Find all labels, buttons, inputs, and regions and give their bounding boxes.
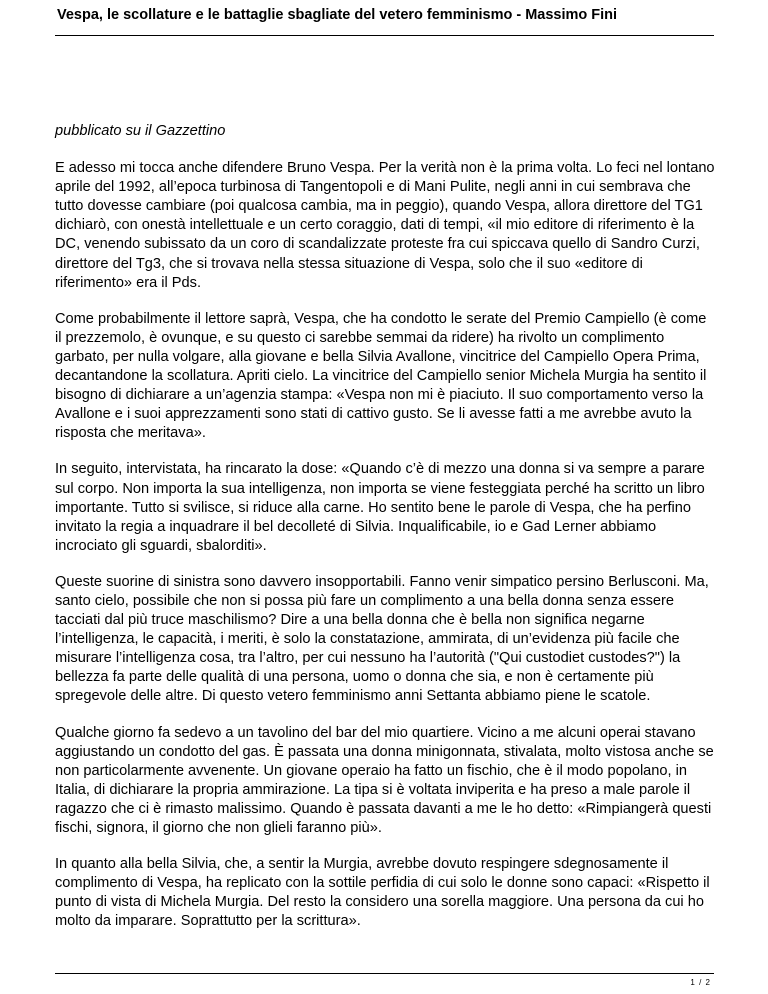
article-paragraph: Come probabilmente il lettore saprà, Vespa, che ha condotto le serate del Premio Campiello (è come il prezzemolo, è ovunque, e su questo ci sarebbe semmai da ridere) ha rivolto un complimento garbato, per nulla volgare, alla giovane e bella Silvia Avallone, vincitrice del Campiello Opera Prima, decantandone la scollatura. Apriti cielo. La vincitrice del Campiello senior Michela Murgia ha sentito il bisogno di dichiarare a un’agenzia stampa: «Vespa non mi è piaciuto. Il suo comportamento verso la Avallone e i suoi apprezzamenti sono stati di cattivo gusto. Se li avesse fatti a me avrebbe avuto la risposta che meritava». (55, 310, 707, 442)
page-number: 1 / 2 (690, 978, 711, 987)
page-header-title: Vespa, le scollature e le battaglie sbagliate del vetero femminismo - Massimo Fini (57, 7, 618, 23)
header-divider (55, 35, 714, 36)
article-source: pubblicato su il Gazzettino (55, 123, 226, 139)
article-body (55, 122, 715, 948)
footer-divider (55, 973, 714, 974)
article-paragraph: Queste suorine di sinistra sono davvero insopportabili. Fanno venir simpatico persino Berlusconi. Ma, santo cielo, possibile che non si possa più fare un complimento a una bella donna senza essere tacciati dal più truce maschilismo? Dire a una bella donna che è bella non significa negarne l’intelligenza, le capacità, i meriti, è solo la constatazione, ammirata, di un’evidenza più facile che misurare l’intelligenza cosa, tra l’altro, per cui nessuno ha l’autorità ("Qui custodiet custodes?") la bellezza fa parte delle qualità di una persona, uomo o donna che sia, e non è certamente più spregevole delle altre. Di questo vetero femminismo anni Settanta abbiamo piene le scatole. (55, 573, 709, 705)
article-paragraph: In quanto alla bella Silvia, che, a sentir la Murgia, avrebbe dovuto respingere sdegnosamente il complimento di Vespa, ha replicato con la sottile perfidia di cui solo le donne sono capaci: «Rispetto il punto di vista di Michela Murgia. Del resto la considero una sorella maggiore. Una persona da cui ho molto da imparare. Soprattutto per la scrittura». (55, 856, 710, 930)
article-paragraph: E adesso mi tocca anche difendere Bruno Vespa. Per la verità non è la prima volta. Lo feci nel lontano aprile del 1992, all’epoca turbinosa di Tangentopoli e di Mani Pulite, negli anni in cui sembrava che tutto dovesse cambiare (poi qualcosa cambia, ma in peggio), quando Vespa, allora direttore del TG1 dichiarò, con onestà intellettuale e un certo coraggio, dati di tempi, «il mio editore di riferimento è la DC, venendo subissato da un coro di scandalizzate proteste fra cui spiccava quello di Sandro Curzi, direttore del Tg3, che si trovava nella stessa situazione di Vespa, solo che il suo «editore di riferimento» era il Pds. (55, 160, 715, 291)
article-paragraph: Qualche giorno fa sedevo a un tavolino del bar del mio quartiere. Vicino a me alcuni operai stavano aggiustando un condotto del gas. È passata una donna minigonnata, stivalata, molto vistosa anche se non particolarmente avvenente. Un giovane operaio ha fatto un fischio, che è il modo popolano, in Italia, di dichiarare la propria ammirazione. La tipa si è voltata inviperita e ha preso a male parole il ragazzo che ci è rimasto malissimo. Quando è passata davanti a me le ho detto: «Rimpiangerà questi fischi, signora, il giorno che non glieli faranno più». (55, 724, 714, 836)
article-paragraph: In seguito, intervistata, ha rincarato la dose: «Quando c’è di mezzo una donna si va sempre a parare sul corpo. Non importa la sua intelligenza, non importa se viene festeggiata perché ha scritto un libro importante. Tutto si svilisce, si riduce alla carne. Ho sentito bene le parole di Vespa, che ha perfino invitato la regia a inquadrare il bel decolleté di Silvia. Inqualificabile, io e Gad Lerner abbiamo incrociato gli sguardi, sbalorditi». (55, 461, 705, 554)
